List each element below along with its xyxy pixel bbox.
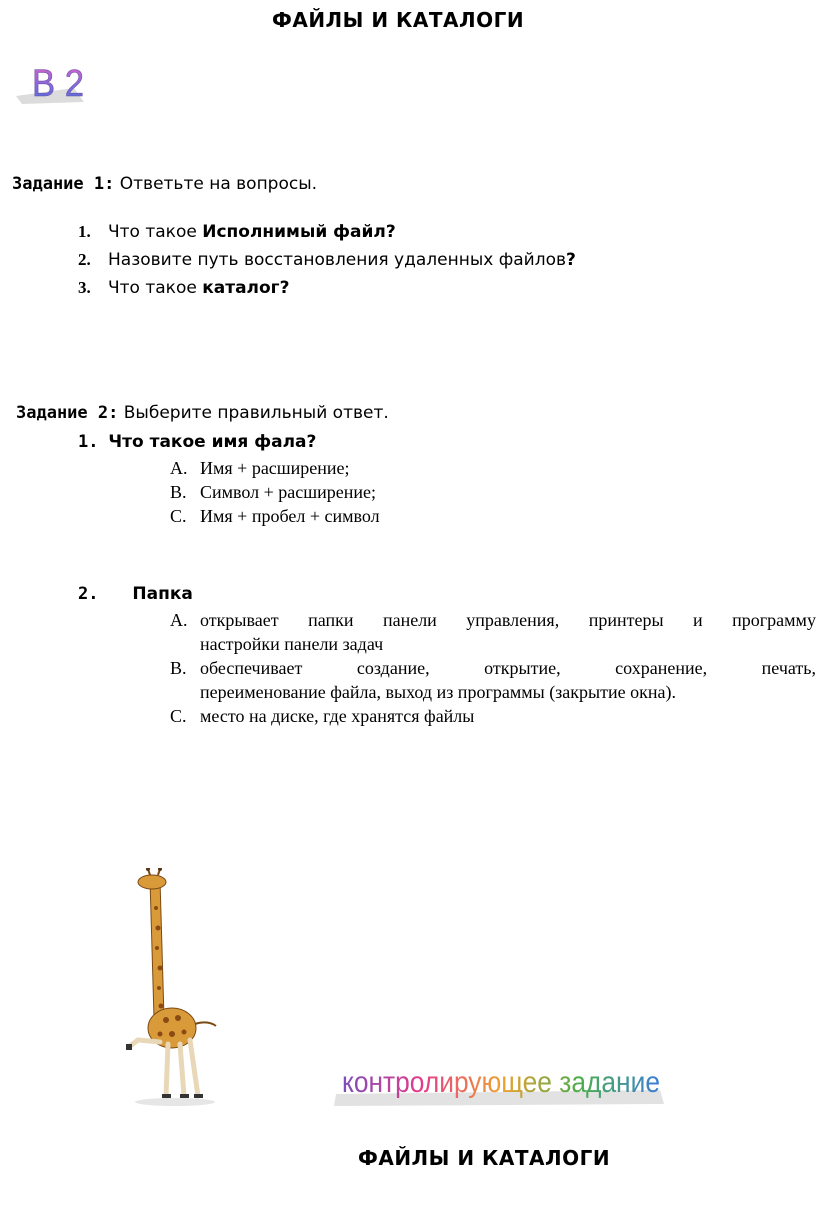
option-letter: C. (170, 506, 187, 526)
option-letter: A. (170, 610, 188, 630)
task2-heading (16, 403, 389, 423)
task2-question-2 (78, 584, 193, 604)
option-text-line-2: переименование файла, выход из программы (закрытие окна). (200, 682, 676, 702)
word: открытие, (484, 658, 561, 678)
option-text-line-2: настройки панели задач (200, 634, 384, 654)
word: и (693, 610, 703, 630)
option-letter: B. (170, 482, 187, 502)
word: принтеры (588, 610, 664, 630)
option-a (170, 610, 816, 658)
question-bold-text: каталог? (202, 278, 290, 298)
task1-question-list (78, 222, 678, 312)
question-bold-text: Исполнимый файл? (202, 222, 396, 242)
option-text: Имя + расширение; (200, 458, 350, 478)
word: управления, (466, 610, 560, 630)
giraffe-illustration (120, 868, 230, 1108)
footer-title: ФАЙЛЫ И КАТАЛОГИ (358, 1146, 611, 1170)
task2-question-2-options (170, 610, 816, 730)
option-text-line-1 (200, 610, 816, 631)
option-letter: A. (170, 458, 188, 478)
question-text: Что такое (108, 278, 203, 298)
option-text: Имя + пробел + символ (200, 506, 380, 526)
question-number: 1. (78, 222, 91, 241)
task1-heading (12, 174, 317, 194)
question-number: 3. (78, 278, 91, 297)
word: обеспечивает (200, 658, 303, 678)
task2-instruction: Выберите правильный ответ. (123, 403, 389, 423)
word: печать, (761, 658, 816, 678)
word: открывает (200, 610, 279, 630)
word: панели (382, 610, 437, 630)
word: сохранение, (615, 658, 708, 678)
option-letter: C. (170, 706, 187, 726)
option-text: место на диске, где хранятся файлы (200, 706, 475, 726)
question-text: Назовите путь восстановления удаленных файлов (108, 250, 567, 270)
task2-label: Задание 2: (16, 403, 119, 423)
task1-instruction: Ответьте на вопросы. (119, 174, 318, 194)
page-title: ФАЙЛЫ И КАТАЛОГИ (272, 8, 525, 32)
option-text-line-1 (200, 658, 816, 679)
task1-label: Задание 1: (12, 174, 115, 194)
word: программу (732, 610, 816, 630)
variant-wordart (14, 58, 94, 108)
variant-wordart-text: В 2 (32, 63, 84, 105)
task-wordart-text: контролирующее задание (342, 1066, 660, 1099)
word: создание, (356, 658, 430, 678)
question-number: 1. (78, 432, 99, 452)
question-text: Что такое имя фала? (108, 432, 317, 452)
task2-question-1-options (170, 458, 570, 538)
word: папки (308, 610, 354, 630)
question-number: 2. (78, 584, 99, 604)
option-letter: B. (170, 658, 187, 678)
task-wordart (330, 1060, 670, 1110)
question-number: 2. (78, 250, 91, 269)
task2-question-1 (78, 432, 316, 452)
question-bold-text: ? (566, 250, 576, 270)
question-text: Что такое (108, 222, 203, 242)
option-text: Символ + расширение; (200, 482, 377, 502)
question-text: Папка (132, 584, 193, 604)
option-b (170, 658, 816, 706)
